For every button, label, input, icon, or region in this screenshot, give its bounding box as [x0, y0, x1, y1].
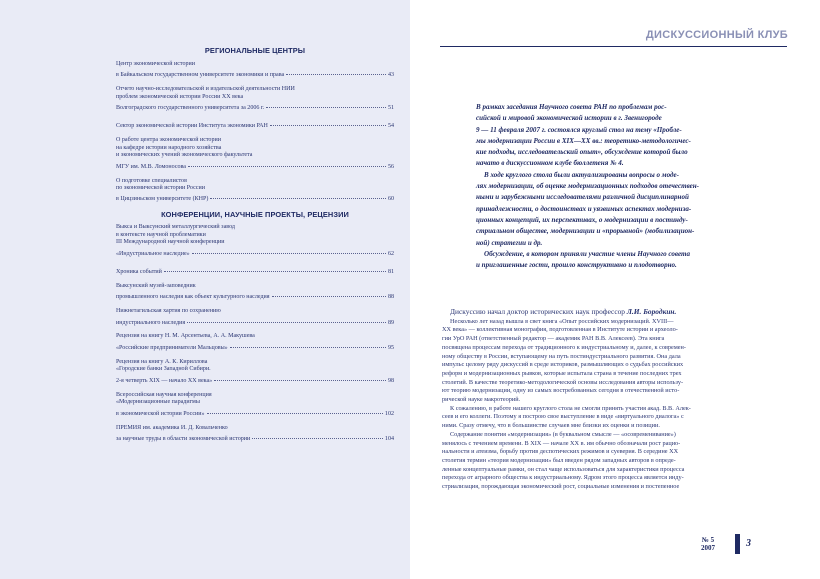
entry-line: Всероссийская научная конференция — [116, 391, 212, 398]
header-rule — [440, 46, 787, 47]
intro-line: 9 — 11 февраля 2007 г. состоялся круглый стол на тему «Пробле- — [476, 125, 682, 134]
entry-last-line — [116, 374, 394, 385]
conference-entry — [116, 283, 394, 302]
entry-page-number: 43 — [387, 72, 394, 79]
lead-author: Л.И. Бородкин. — [626, 307, 677, 316]
leader-dots — [252, 431, 383, 439]
entry-last-line — [116, 265, 394, 276]
body-line: сеев и его коллеги. Поэтому я построю свое выступление в виде «виртуального диалога» с — [442, 413, 684, 421]
entry-page-number: 89 — [387, 319, 394, 326]
leader-dots — [270, 118, 386, 126]
body-line: Содержание понятия «модернизация» (в буквальном смысле — «осовременивание») — [450, 430, 676, 438]
entry-page-number: 56 — [387, 163, 394, 170]
entry-page-number: 88 — [387, 294, 394, 301]
intro-line: ной) стратегии и др. — [476, 238, 543, 247]
regional-entry — [116, 119, 394, 130]
body-line: рической науке макротеорий. — [442, 396, 521, 404]
entry-last-line — [116, 432, 394, 443]
entry-line: Отчето научно-исследовательской и издательской деятельности НИИ — [116, 86, 295, 93]
entry-line: «Городские банки Западной Сибири. — [116, 366, 211, 373]
entry-line: 2-я четверть XIX — начало XX века» — [116, 377, 213, 384]
leader-dots — [192, 246, 386, 254]
regional-entry — [116, 178, 394, 204]
body-line: перехода от аграрного общества к индустриальному. Ядром этого процесса является инду- — [442, 474, 684, 482]
conference-entry — [116, 392, 394, 418]
body-line: гии УрО РАН (ответственный редактор — академик РАН В.В. Алексеев). Эта книга — [442, 335, 665, 343]
entry-page-number: 102 — [384, 410, 394, 417]
footer-bar — [735, 534, 740, 554]
section-header-title: ДИСКУССИОННЫЙ КЛУБ — [645, 29, 788, 41]
page-number: 3 — [746, 538, 751, 549]
entry-line: в контексте научной проблематики — [116, 231, 206, 238]
entry-line: в экономической истории России» — [116, 410, 205, 417]
entry-line: Волгоградского государственного университета за 2006 г. — [116, 105, 265, 112]
entry-line: за научные труды в области экономической истории — [116, 436, 251, 443]
intro-line: мы модернизации России в XIX—XX вв.: теоретико-методологичес- — [476, 136, 691, 145]
entry-line: «Модернизационные парадигмы — [116, 399, 200, 406]
regional-centers-list — [116, 61, 394, 204]
entry-line: Центр экономической истории — [116, 61, 195, 67]
intro-line: лях модернизации, об оценке модернизационных подходов отечествен- — [476, 182, 700, 191]
intro-line: В ходе круглого стола были актуализированы вопросы о моде- — [484, 170, 679, 179]
intro-line: сийской и мировой экономической истории в г. Звенигороде — [476, 114, 662, 123]
leader-dots — [214, 373, 386, 381]
body-line: посвящена процессам перехода от традиционного к индустриальному и, далее, к современ- — [442, 343, 686, 351]
body-line: ленные концептуальные рамки, он стал чаще использоваться для характеристики процесса — [442, 465, 685, 473]
conference-entry — [116, 265, 394, 276]
entry-last-line — [116, 407, 394, 418]
right-page-article — [410, 0, 820, 579]
intro-paragraph — [476, 102, 756, 271]
entry-page-number: 104 — [384, 436, 394, 443]
article-body — [442, 308, 787, 492]
entry-line: МГУ им. М.В. Ломоносова — [116, 163, 186, 170]
table-of-contents — [116, 46, 394, 450]
intro-line: начато в дискуссионном клубе бюллетеня № 4. — [476, 159, 624, 168]
body-line: стриализация, порождающая экономический рост, социальные изменения и постепенное — [442, 483, 680, 491]
entry-page-number: 51 — [387, 105, 394, 112]
entry-line: индустриального наследия — [116, 319, 186, 326]
entry-line: Рецензия на книгу Н. М. Арсентьева, А. А. Макушева — [116, 333, 255, 340]
intro-line: и приглашенные гости, прошло конструктивно и плодотворно. — [476, 261, 677, 270]
body-line: Несколько лет назад вышла в свет книга «Опыт российских модернизаций. XVIII— — [450, 317, 674, 325]
body-line: столетий. В качестве теоретико-методологической основы исследования авторы использу- — [442, 378, 684, 386]
entry-page-number: 62 — [387, 250, 394, 257]
entry-line: Рецензия на книгу А. К. Кириллова — [116, 358, 208, 365]
entry-page-number: 54 — [387, 123, 394, 130]
body-line: XX века» — коллективная монография, подготовленная в Институте истории и археоло- — [442, 326, 678, 334]
body-line: ному обществу в России, вступающему на путь постиндустриального развития. Она дала — [442, 352, 681, 360]
entry-line: О работе центра экономической истории — [116, 137, 221, 144]
intro-line: кие подходы, исследовательский опыт», обсуждение которой было — [476, 148, 688, 157]
entry-last-line — [116, 341, 394, 352]
entry-line: по экономической истории России — [116, 184, 205, 191]
entry-last-line — [116, 68, 394, 79]
entry-line: и экономических учений экономического факультета — [116, 152, 253, 159]
entry-line: III Международной научной конференции — [116, 239, 225, 246]
leader-dots — [210, 191, 386, 199]
entry-last-line — [116, 290, 394, 301]
entry-page-number: 81 — [387, 268, 394, 275]
intro-line: Обсуждение, в котором приняли участие члены Научного совета — [484, 249, 690, 258]
conferences-list — [116, 224, 394, 443]
intro-line: В рамках заседания Научного совета РАН по проблемам рос- — [476, 103, 667, 111]
leader-dots — [207, 406, 383, 414]
entry-line: на кафедре истории народного хозяйства — [116, 144, 222, 151]
regional-entry — [116, 61, 394, 80]
entry-line: Нижнетагильская хартия по сохранению — [116, 308, 221, 315]
body-line: ют теорию модернизации, одну из самых востребованных сегодня в отечественной исто- — [442, 387, 680, 395]
entry-page-number: 60 — [387, 196, 394, 203]
body-line: К сожалению, в работе нашего круглого стола не смогли принять участия акад. В.В. Алек- — [450, 404, 691, 412]
entry-line: ПРЕМИЯ им. академика И. Д. Ковальченко — [116, 424, 228, 431]
leader-dots — [230, 340, 386, 348]
intro-line: стриальном обществе, модернизации и «прорывной» (мобилизацион- — [476, 227, 695, 236]
intro-line: принадлежности, о достоинствах и уязвимых аспектах модерниза- — [476, 204, 692, 213]
entry-line: О подготовке специалистов — [116, 177, 187, 184]
body-line: нальности и атеизма, борьбу против деспотических режимов и суеверия. В середине XX — [442, 448, 679, 456]
body-line: ними. Сразу отмечу, что в большинстве случаев мне близки их оценки и позиции. — [442, 422, 660, 430]
leader-dots — [187, 315, 386, 323]
intro-line: ционных концепций, их перспективах, о модернизации в постинду- — [476, 215, 688, 224]
leader-dots — [164, 264, 386, 272]
entry-line: Хроника событий — [116, 268, 162, 275]
issue-year: 2007 — [701, 544, 715, 552]
leader-dots — [188, 159, 386, 167]
entry-last-line — [116, 160, 394, 171]
entry-last-line — [116, 192, 394, 203]
issue-label: № 5 — [701, 536, 715, 544]
conference-entry — [116, 224, 394, 258]
entry-line: в Цицзиньском университете (КНР) — [116, 196, 209, 203]
entry-last-line — [116, 316, 394, 327]
body-line: менялось с течением времени. В XIX — начале XX в. им обычно обозначали рост рацио- — [442, 439, 681, 447]
entry-last-line — [116, 247, 394, 258]
body-line: реформ и модернизационных рывков, которые испытала страна в течение последних трех — [442, 369, 682, 377]
entry-last-line — [116, 119, 394, 130]
entry-line: промышленного наследия как объект культурного наследия — [116, 294, 270, 301]
entry-line: «Российские предприниматели Мальцовы» — [116, 344, 228, 351]
regional-entry — [116, 137, 394, 171]
entry-page-number: 98 — [387, 377, 394, 384]
regional-centers-heading: РЕГИОНАЛЬНЫЕ ЦЕНТРЫ — [204, 46, 306, 55]
issue-number — [678, 536, 738, 552]
entry-line: «Индустриальное наследие» — [116, 250, 190, 257]
entry-line: Выксунский музей-заповедник — [116, 282, 196, 289]
leader-dots — [266, 100, 386, 108]
regional-entry — [116, 86, 394, 112]
entry-page-number: 95 — [387, 344, 394, 351]
lead-line — [442, 308, 787, 317]
conference-entry — [116, 425, 394, 444]
leader-dots — [272, 289, 386, 297]
entry-line: Выкса и Выксунский металлургический завод — [116, 224, 235, 231]
intro-line: ными и зарубежными исследователями различной дисциплинарной — [476, 193, 689, 202]
entry-line: проблем экономической истории России XX века — [116, 93, 244, 100]
entry-last-line — [116, 101, 394, 112]
body-line: импульс целому ряду дискуссий в среде историков, размышляющих о судьбах российских — [442, 361, 684, 369]
conference-entry — [116, 359, 394, 385]
conference-entry — [116, 308, 394, 327]
leader-dots — [286, 67, 386, 75]
conference-entry — [116, 333, 394, 352]
lead-text: Дискуссию начал доктор исторических наук профессор — [450, 307, 627, 316]
entry-line: в Байкальском государственном университете экономики и права — [116, 72, 285, 79]
entry-line: Сектор экономической истории Института экономики РАН — [116, 123, 268, 130]
conferences-heading: КОНФЕРЕНЦИИ, НАУЧНЫЕ ПРОЕКТЫ, РЕЦЕНЗИИ — [161, 210, 349, 220]
body-line: столетия термин «теория модернизации» был введен рядом западных авторов в опреде- — [442, 456, 676, 464]
